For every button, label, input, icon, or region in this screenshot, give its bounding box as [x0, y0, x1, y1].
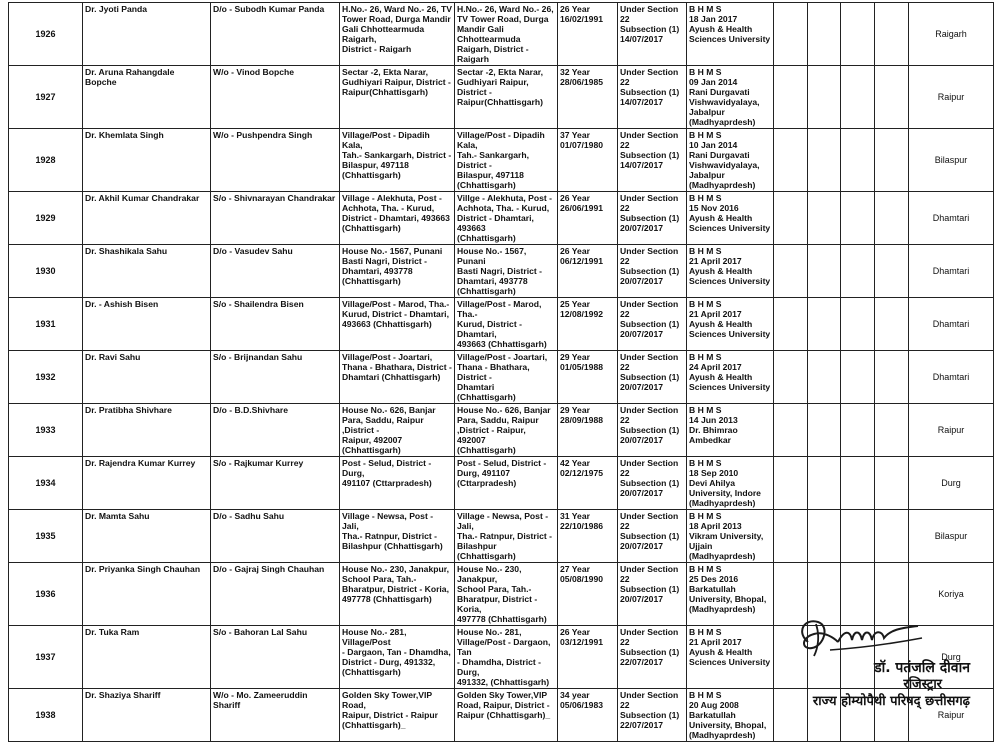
registration-number-cell [9, 689, 83, 742]
district: Bilaspur [934, 155, 968, 165]
age-dob-cell [558, 129, 618, 192]
table-row [9, 404, 994, 457]
registration-section: Under Section 22 Subsection (1) 14/07/2017 [620, 67, 680, 107]
registration-section: Under Section 22 Subsection (1) 20/07/2017 [620, 193, 680, 233]
correspondence-address: Villge - Alekhuta, Post - Achhota, Tha. - Kurud, District - Dhamtari, 493663 (Chhattisgarh) [457, 193, 553, 243]
guardian-relation-cell [211, 563, 340, 626]
blank-cell [808, 245, 841, 298]
age-dob-cell [558, 404, 618, 457]
guardian-relation: S/o - Bahoran Lal Sahu [213, 627, 308, 637]
guardian-relation-cell [211, 351, 340, 404]
blank-cell [808, 192, 841, 245]
signature-image [790, 612, 930, 658]
blank-cell [808, 298, 841, 351]
permanent-address-cell [340, 192, 455, 245]
registration-section-cell [618, 404, 687, 457]
table-row [9, 66, 994, 129]
doctor-name: Dr. Ravi Sahu [85, 352, 141, 362]
registration-number: 1935 [35, 531, 56, 541]
guardian-relation: D/o - Subodh Kumar Panda [213, 4, 325, 14]
age-dob: 31 Year 22/10/1986 [560, 511, 604, 531]
table-row [9, 351, 994, 404]
age-dob-cell [558, 245, 618, 298]
correspondence-address-cell [455, 66, 558, 129]
guardian-relation-cell [211, 510, 340, 563]
guardian-relation-cell [211, 298, 340, 351]
registration-section: Under Section 22 Subsection (1) 22/07/2017 [620, 690, 680, 730]
registration-section: Under Section 22 Subsection (1) 20/07/2017 [620, 511, 680, 551]
qualification-cell [687, 689, 774, 742]
district-cell [909, 404, 994, 457]
guardian-relation: W/o - Vinod Bopche [213, 67, 294, 77]
blank-cell [774, 689, 808, 742]
guardian-relation-cell [211, 404, 340, 457]
permanent-address: Post - Selud, District - Durg, 491107 (Cttarpradesh) [342, 458, 432, 488]
registration-section-cell [618, 563, 687, 626]
registration-section-cell [618, 298, 687, 351]
blank-cell [841, 457, 875, 510]
registration-number: 1926 [35, 29, 56, 39]
qualification: B H M S 18 April 2013 Vikram University, Ujjain (Madhyaprdesh) [689, 511, 764, 561]
permanent-address: Village/Post - Marod, Tha.- Kurud, District - Dhamtari, 493663 (Chhattisgarh) [342, 299, 450, 329]
permanent-address-cell [340, 510, 455, 563]
doctor-name: Dr. - Ashish Bisen [85, 299, 159, 309]
correspondence-address: House No.- 230, Janakpur, School Para, Tah.- Bharatpur, District - Koria, 497778 (Chhattisgarh) [457, 564, 547, 624]
qualification: B H M S 18 Jan 2017 Ayush & Health Sciences University [689, 4, 771, 44]
permanent-address-cell [340, 3, 455, 66]
registration-section-cell [618, 457, 687, 510]
registration-section-cell [618, 351, 687, 404]
age-dob: 25 Year 12/08/1992 [560, 299, 604, 319]
registration-section: Under Section 22 Subsection (1) 20/07/2017 [620, 405, 680, 445]
doctor-name-cell [83, 457, 211, 510]
registration-number: 1931 [35, 319, 56, 329]
blank-cell [841, 245, 875, 298]
registration-number: 1930 [35, 266, 56, 276]
blank-cell [875, 3, 909, 66]
correspondence-address: Village - Newsa, Post - Jali, Tha.- Ratnpur, District - Bilashpur (Chhattisgarh) [457, 511, 553, 561]
doctor-name: Dr. Priyanka Singh Chauhan [85, 564, 201, 574]
guardian-relation-cell [211, 3, 340, 66]
qualification: B H M S 25 Des 2016 Barkatullah University, Bhopal, (Madhyaprdesh) [689, 564, 767, 614]
doctor-name-cell [83, 245, 211, 298]
blank-cell [808, 351, 841, 404]
blank-cell [808, 129, 841, 192]
qualification: B H M S 21 April 2017 Ayush & Health Sciences University [689, 246, 771, 286]
qualification-cell [687, 626, 774, 689]
permanent-address: Village/Post - Joartari, Thana - Bhathara, District - Dhamtari (Chhattisgarh) [342, 352, 452, 382]
qualification-cell [687, 457, 774, 510]
permanent-address: Sectar -2, Ekta Narar, Gudhiyari Raipur, District - Raipur(Chhattisgarh) [342, 67, 451, 97]
blank-cell [808, 66, 841, 129]
qualification: B H M S 24 April 2017 Ayush & Health Sciences University [689, 352, 771, 392]
registration-section-cell [618, 192, 687, 245]
guardian-relation-cell [211, 66, 340, 129]
registration-section-cell [618, 66, 687, 129]
doctor-name-cell [83, 689, 211, 742]
registration-number-cell [9, 66, 83, 129]
permanent-address-cell [340, 457, 455, 510]
correspondence-address: Golden Sky Tower,VIP Road, Raipur, District - Raipur (Chhattisgarh)_ [457, 690, 551, 720]
permanent-address: House No.- 281, Village/Post - Dargaon, Tan - Dhamdha, District - Durg, 491332, (Chhattisgarh) [342, 627, 451, 677]
registration-section-cell [618, 689, 687, 742]
permanent-address-cell [340, 298, 455, 351]
age-dob-cell [558, 689, 618, 742]
doctor-name-cell [83, 66, 211, 129]
correspondence-address-cell [455, 510, 558, 563]
registration-section: Under Section 22 Subsection (1) 20/07/2017 [620, 352, 680, 392]
blank-cell [774, 457, 808, 510]
age-dob: 26 Year 06/12/1991 [560, 246, 604, 266]
age-dob: 37 Year 01/07/1980 [560, 130, 604, 150]
table-row [9, 129, 994, 192]
registration-number: 1927 [35, 92, 56, 102]
blank-cell [841, 66, 875, 129]
blank-cell [841, 298, 875, 351]
registration-number: 1938 [35, 710, 56, 720]
table-row [9, 510, 994, 563]
correspondence-address-cell [455, 689, 558, 742]
blank-cell [808, 457, 841, 510]
blank-cell [774, 129, 808, 192]
registration-section: Under Section 22 Subsection (1) 20/07/2017 [620, 564, 680, 604]
registration-number: 1928 [35, 155, 56, 165]
age-dob: 26 Year 26/06/1991 [560, 193, 604, 213]
district-cell [909, 298, 994, 351]
qualification-cell [687, 245, 774, 298]
guardian-relation: S/o - Brijnandan Sahu [213, 352, 303, 362]
correspondence-address-cell [455, 298, 558, 351]
permanent-address: Golden Sky Tower,VIP Road, Raipur, District - Raipur (Chhattisgarh)_ [342, 690, 438, 730]
age-dob-cell [558, 626, 618, 689]
blank-cell [774, 298, 808, 351]
age-dob-cell [558, 298, 618, 351]
registration-number-cell [9, 457, 83, 510]
qualification: B H M S 20 Aug 2008 Barkatullah University, Bhopal, (Madhyaprdesh) [689, 690, 767, 740]
table-row [9, 457, 994, 510]
permanent-address: House No.- 1567, Punani Basti Nagri, District - Dhamtari, 493778 (Chhattisgarh) [342, 246, 443, 286]
registration-section-cell [618, 510, 687, 563]
correspondence-address-cell [455, 245, 558, 298]
blank-cell [774, 404, 808, 457]
blank-cell [875, 298, 909, 351]
registration-section: Under Section 22 Subsection (1) 14/07/2017 [620, 130, 680, 170]
district: Koriya [938, 589, 964, 599]
qualification: B H M S 09 Jan 2014 Rani Durgavati Vishwavidyalaya, Jabalpur (Madhyaprdesh) [689, 67, 760, 127]
age-dob: 32 Year 28/06/1985 [560, 67, 604, 87]
age-dob-cell [558, 563, 618, 626]
registration-section-cell [618, 129, 687, 192]
guardian-relation: S/o - Shailendra Bisen [213, 299, 304, 309]
qualification-cell [687, 66, 774, 129]
doctor-name: Dr. Jyoti Panda [85, 4, 148, 14]
qualification-cell [687, 351, 774, 404]
district: Dhamtari [932, 266, 970, 276]
blank-cell [875, 510, 909, 563]
blank-cell [774, 66, 808, 129]
permanent-address: Village - Alekhuta, Post - Achhota, Tha. - Kurud, District - Dhamtari, 493663 (Chhattisgarh) [342, 193, 450, 233]
doctor-name-cell [83, 192, 211, 245]
blank-cell [808, 510, 841, 563]
registration-section: Under Section 22 Subsection (1) 20/07/2017 [620, 299, 680, 339]
correspondence-address: Village/Post - Joartari, Thana - Bhathara, District - Dhamtari (Chhattisgarh) [457, 352, 548, 402]
council-name: राज्य होम्योपैथी परिषद् छत्तीसगढ़ [812, 694, 970, 709]
registration-number: 1937 [35, 652, 56, 662]
blank-cell [875, 192, 909, 245]
blank-cell [808, 3, 841, 66]
district: Raigarh [935, 29, 967, 39]
registration-section-cell [618, 245, 687, 298]
registration-section: Under Section 22 Subsection (1) 20/07/2017 [620, 246, 680, 286]
district: Durg [941, 652, 961, 662]
age-dob-cell [558, 3, 618, 66]
registration-number-cell [9, 510, 83, 563]
permanent-address: House No.- 230, Janakpur, School Para, Tah.- Bharatpur, District - Koria, 497778 (Chhattisgarh) [342, 564, 449, 604]
registration-section: Under Section 22 Subsection (1) 14/07/2017 [620, 4, 680, 44]
registration-number-cell [9, 404, 83, 457]
district: Raipur [937, 92, 965, 102]
district-cell [909, 245, 994, 298]
registration-number-cell [9, 626, 83, 689]
blank-cell [875, 457, 909, 510]
doctor-name-cell [83, 351, 211, 404]
correspondence-address-cell [455, 404, 558, 457]
age-dob: 29 Year 28/09/1988 [560, 405, 604, 425]
doctor-name-cell [83, 563, 211, 626]
blank-cell [774, 510, 808, 563]
age-dob: 26 Year 16/02/1991 [560, 4, 604, 24]
table-row [9, 3, 994, 66]
correspondence-address: Sectar -2, Ekta Narar, Gudhiyari Raipur, District - Raipur(Chhattisgarh) [457, 67, 543, 107]
registration-number-cell [9, 563, 83, 626]
doctor-name: Dr. Mamta Sahu [85, 511, 150, 521]
guardian-relation-cell [211, 689, 340, 742]
permanent-address-cell [340, 404, 455, 457]
guardian-relation-cell [211, 129, 340, 192]
blank-cell [808, 404, 841, 457]
signatory-designation: रजिस्ट्रार [903, 677, 942, 692]
registration-section: Under Section 22 Subsection (1) 22/07/2017 [620, 627, 680, 667]
registration-number: 1929 [35, 213, 56, 223]
blank-cell [841, 510, 875, 563]
registration-number-cell [9, 192, 83, 245]
blank-cell [841, 404, 875, 457]
doctor-name: Dr. Aruna Rahangdale Bopche [85, 67, 175, 87]
district-cell [909, 66, 994, 129]
doctor-name-cell [83, 404, 211, 457]
guardian-relation: D/o - Vasudev Sahu [213, 246, 293, 256]
correspondence-address: House No.- 1567, Punani Basti Nagri, District - Dhamtari, 493778 (Chhattisgarh) [457, 246, 543, 296]
correspondence-address-cell [455, 563, 558, 626]
age-dob-cell [558, 510, 618, 563]
age-dob-cell [558, 66, 618, 129]
table-row [9, 298, 994, 351]
correspondence-address: House No.- 626, Banjar Para, Saddu, Raipur ,District - Raipur, 492007 (Chhattisgarh) [457, 405, 551, 455]
guardian-relation-cell [211, 626, 340, 689]
district-cell [909, 510, 994, 563]
blank-cell [774, 245, 808, 298]
doctor-name: Dr. Pratibha Shivhare [85, 405, 172, 415]
blank-cell [841, 192, 875, 245]
doctor-name-cell [83, 510, 211, 563]
doctor-name-cell [83, 129, 211, 192]
qualification-cell [687, 510, 774, 563]
doctor-name: Dr. Shaziya Shariff [85, 690, 161, 700]
blank-cell [875, 351, 909, 404]
qualification-cell [687, 563, 774, 626]
correspondence-address: Village/Post - Marod, Tha.- Kurud, District - Dhamtari, 493663 (Chhattisgarh) [457, 299, 547, 349]
blank-cell [841, 129, 875, 192]
registration-number: 1933 [35, 425, 56, 435]
doctor-name: Dr. Akhil Kumar Chandrakar [85, 193, 200, 203]
qualification: B H M S 15 Nov 2016 Ayush & Health Sciences University [689, 193, 771, 233]
guardian-relation: W/o - Mo. Zameeruddin Shariff [213, 690, 308, 710]
age-dob-cell [558, 457, 618, 510]
doctor-name: Dr. Tuka Ram [85, 627, 140, 637]
qualification: B H M S 18 Sep 2010 Devi Ahilya University, Indore (Madhyaprdesh) [689, 458, 761, 508]
district: Dhamtari [932, 319, 970, 329]
guardian-relation-cell [211, 245, 340, 298]
qualification-cell [687, 3, 774, 66]
permanent-address-cell [340, 626, 455, 689]
district: Dhamtari [932, 372, 970, 382]
doctor-name: Dr. Rajendra Kumar Kurrey [85, 458, 196, 468]
qualification: B H M S 14 Jun 2013 Dr. Bhimrao Ambedkar [689, 405, 738, 445]
correspondence-address-cell [455, 626, 558, 689]
signatory-name: डॉ. पतंजलि दीवान [874, 660, 970, 676]
signatory-block [813, 660, 970, 710]
blank-cell [875, 245, 909, 298]
registration-number-cell [9, 298, 83, 351]
blank-cell [841, 351, 875, 404]
correspondence-address: H.No.- 26, Ward No.- 26, TV Tower Road, Durga Mandir Gali Chhottearmuda Raigarh, District - Raigarh [457, 4, 554, 64]
registration-section-cell [618, 3, 687, 66]
permanent-address: Village/Post - Dipadih Kala, Tah.- Sankargarh, District - Bilaspur, 497118 (Chhattisgarh) [342, 130, 452, 180]
age-dob: 42 Year 02/12/1975 [560, 458, 604, 478]
qualification-cell [687, 404, 774, 457]
correspondence-address: House No.- 281, Village/Post - Dargaon, Tan - Dhamdha, District - Durg, 491332, (Chhattisgarh) [457, 627, 551, 687]
correspondence-address-cell [455, 3, 558, 66]
guardian-relation: S/o - Shivnarayan Chandrakar [213, 193, 336, 203]
age-dob: 26 Year 03/12/1991 [560, 627, 604, 647]
correspondence-address: Village/Post - Dipadih Kala, Tah.- Sankargarh, District - Bilaspur, 497118 (Chhattisgarh) [457, 130, 545, 190]
correspondence-address-cell [455, 351, 558, 404]
district-cell [909, 3, 994, 66]
district: Raipur [937, 710, 965, 720]
permanent-address-cell [340, 129, 455, 192]
registration-number: 1934 [35, 478, 56, 488]
district: Durg [941, 478, 961, 488]
registration-number: 1936 [35, 589, 56, 599]
district-cell [909, 351, 994, 404]
guardian-relation-cell [211, 457, 340, 510]
age-dob: 29 Year 01/05/1988 [560, 352, 604, 372]
correspondence-address-cell [455, 129, 558, 192]
blank-cell [841, 3, 875, 66]
permanent-address-cell [340, 689, 455, 742]
blank-cell [774, 351, 808, 404]
blank-cell [774, 192, 808, 245]
qualification: B H M S 21 April 2017 Ayush & Health Sciences University [689, 299, 771, 339]
doctor-name-cell [83, 626, 211, 689]
permanent-address-cell [340, 563, 455, 626]
guardian-relation: D/o - B.D.Shivhare [213, 405, 288, 415]
permanent-address: House No.- 626, Banjar Para, Saddu, Raipur ,District - Raipur, 492007 (Chhattisgarh) [342, 405, 436, 455]
district: Dhamtari [932, 213, 970, 223]
registration-number-cell [9, 351, 83, 404]
correspondence-address-cell [455, 192, 558, 245]
district-cell [909, 457, 994, 510]
age-dob-cell [558, 192, 618, 245]
district: Raipur [937, 425, 965, 435]
table-row [9, 245, 994, 298]
registration-section-cell [618, 626, 687, 689]
guardian-relation: D/o - Sadhu Sahu [213, 511, 285, 521]
blank-cell [875, 129, 909, 192]
age-dob: 27 Year 05/08/1990 [560, 564, 604, 584]
district: Bilaspur [934, 531, 968, 541]
qualification-cell [687, 129, 774, 192]
blank-cell [875, 404, 909, 457]
registration-number-cell [9, 3, 83, 66]
registration-number-cell [9, 245, 83, 298]
guardian-relation-cell [211, 192, 340, 245]
blank-cell [875, 66, 909, 129]
registration-number: 1932 [35, 372, 56, 382]
age-dob: 34 year 05/06/1983 [560, 690, 604, 710]
guardian-relation: W/o - Pushpendra Singh [213, 130, 313, 140]
qualification-cell [687, 298, 774, 351]
table-row [9, 192, 994, 245]
permanent-address-cell [340, 351, 455, 404]
qualification: B H M S 10 Jan 2014 Rani Durgavati Vishwavidyalaya, Jabalpur (Madhyaprdesh) [689, 130, 760, 190]
district-cell [909, 192, 994, 245]
qualification-cell [687, 192, 774, 245]
qualification: B H M S 21 April 2017 Ayush & Health Sciences University [689, 627, 771, 667]
doctor-name: Dr. Shashikala Sahu [85, 246, 168, 256]
doctor-name-cell [83, 298, 211, 351]
registration-section: Under Section 22 Subsection (1) 20/07/2017 [620, 458, 680, 498]
guardian-relation: D/o - Gajraj Singh Chauhan [213, 564, 325, 574]
correspondence-address-cell [455, 457, 558, 510]
age-dob-cell [558, 351, 618, 404]
blank-cell [774, 3, 808, 66]
doctor-name-cell [83, 3, 211, 66]
permanent-address-cell [340, 66, 455, 129]
registration-number-cell [9, 129, 83, 192]
guardian-relation: S/o - Rajkumar Kurrey [213, 458, 304, 468]
correspondence-address: Post - Selud, District - Durg, 491107 (Cttarpradesh) [457, 458, 547, 488]
permanent-address: Village - Newsa, Post - Jali, Tha.- Ratnpur, District - Bilashpur (Chhattisgarh) [342, 511, 443, 551]
district-cell [909, 129, 994, 192]
permanent-address-cell [340, 245, 455, 298]
permanent-address: H.No.- 26, Ward No.- 26, TV Tower Road, Durga Mandir Gali Chhottearmuda Raigarh, District - Raigarh [342, 4, 452, 54]
doctor-name: Dr. Khemlata Singh [85, 130, 164, 140]
